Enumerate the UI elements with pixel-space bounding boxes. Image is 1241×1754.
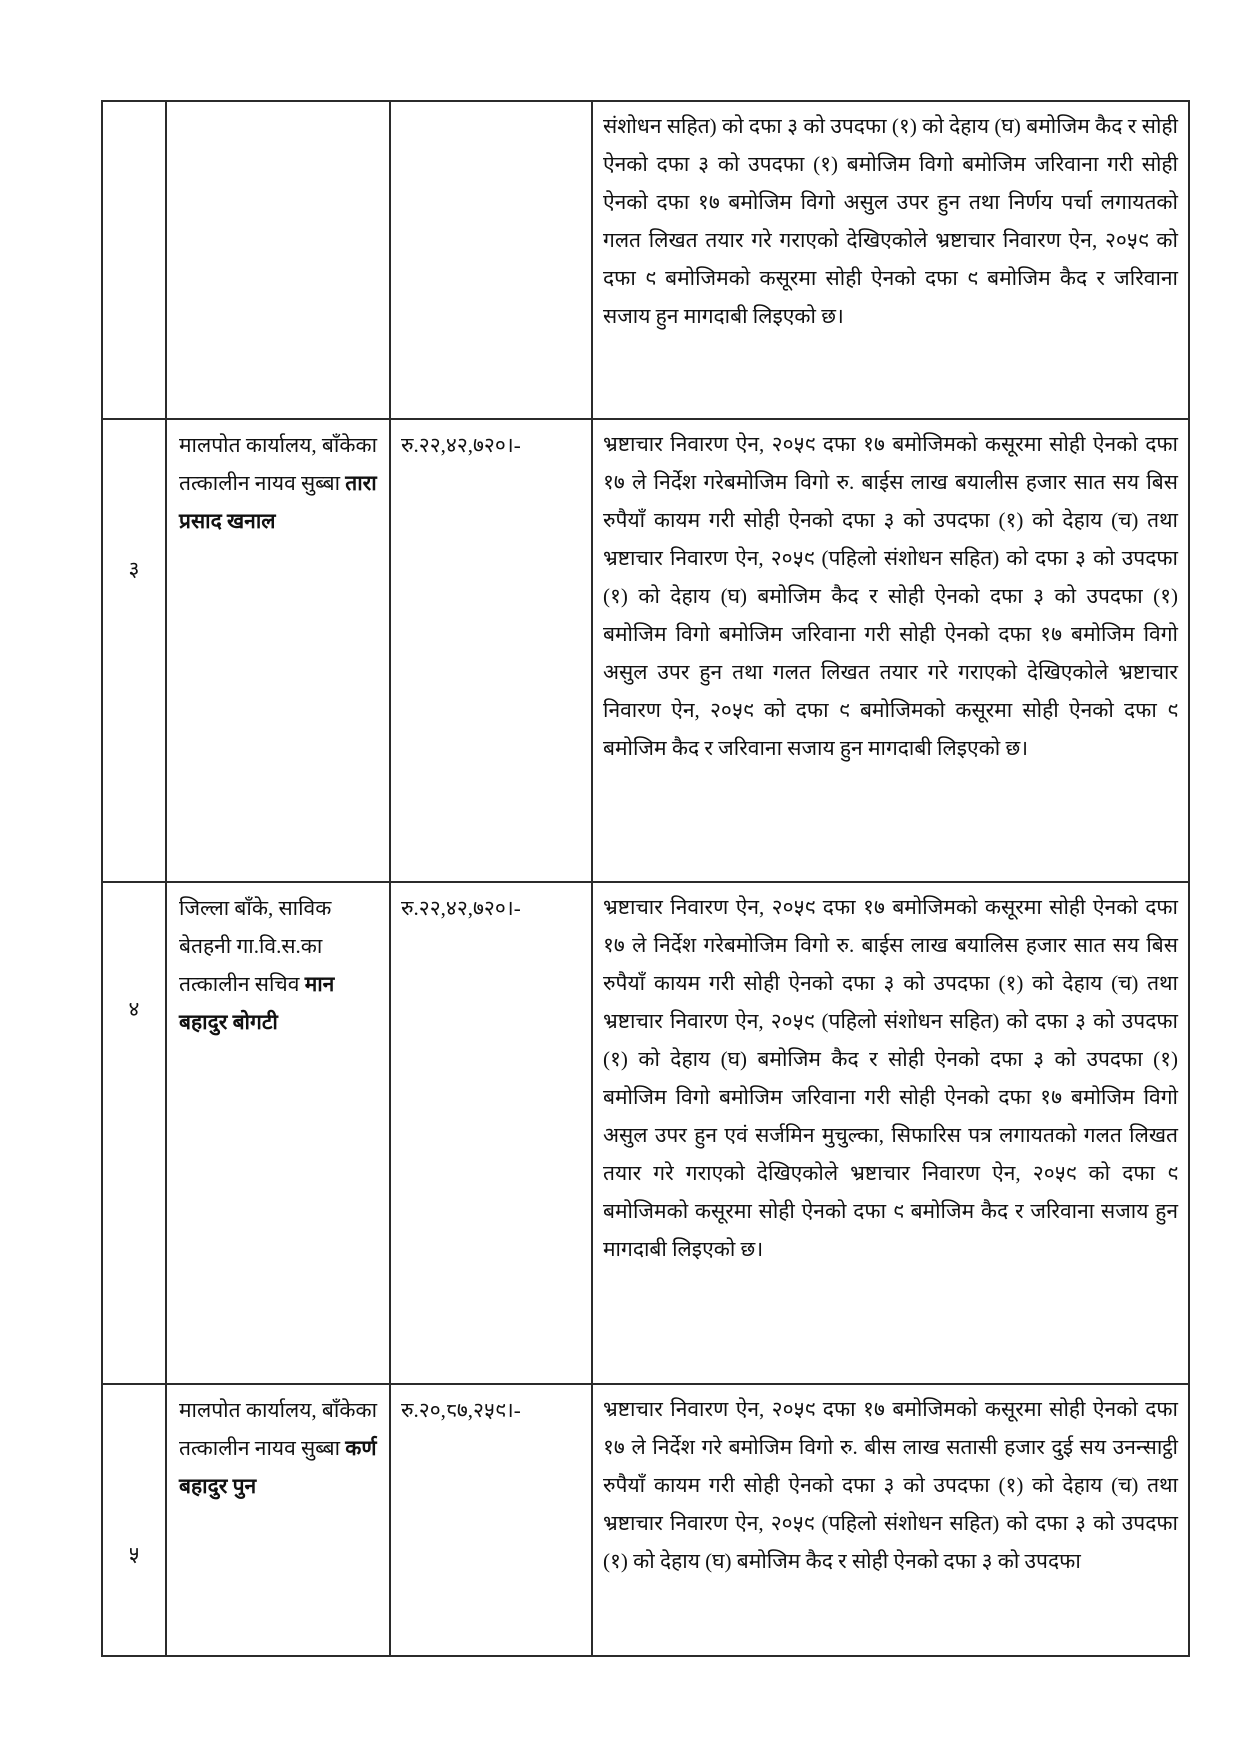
defendant-cell xyxy=(167,883,391,1383)
serial-number: ४ xyxy=(128,997,140,1021)
amount-value: रु.२२,४२,७२०।- xyxy=(401,433,521,457)
charge-description-cell xyxy=(593,883,1188,1383)
defendant-name: तारा प्रसाद खनाल xyxy=(179,471,377,533)
table-row xyxy=(103,883,1188,1385)
serial-number: ३ xyxy=(128,557,140,581)
amount-cell xyxy=(391,420,593,881)
table-row xyxy=(103,1385,1188,1655)
defendant-cell xyxy=(167,420,391,881)
table-row xyxy=(103,102,1188,420)
amount-value: रु.२२,४२,७२०।- xyxy=(401,896,521,920)
amount-value: रु.२०,८७,२५९।- xyxy=(401,1398,521,1422)
defendant-office: मालपोत कार्यालय, बाँकेका तत्कालीन नायव सुब्बा xyxy=(179,1398,378,1460)
charge-description-cell xyxy=(593,420,1188,881)
serial-cell xyxy=(103,883,167,1383)
charge-description: भ्रष्टाचार निवारण ऐन, २०५९ दफा १७ बमोजिमको कसूरमा सोही ऐनको दफा १७ ले निर्देश गरे बमोजिम विगो रु. बीस लाख सतासी हजार दुई सय उनन्साट्ठी रुपैयाँ कायम गरी सोही ऐनको दफा ३ को उपदफा (१) को देहाय (च) तथा भ्रष्टाचार निवारण ऐन, २०५९ (पहिलो संशोधन सहित) को दफा ३ को उपदफा (१) को देहाय (घ) बमोजिम कैद र सोही ऐनको दफा ३ को उपदफा xyxy=(603,1397,1178,1573)
defendant-office: जिल्ला बाँके, साविक बेतहनी गा.वि.स.का तत्कालीन सचिव xyxy=(179,896,332,996)
charge-description-cell xyxy=(593,1385,1188,1655)
charge-description-cell xyxy=(593,102,1188,418)
amount-cell xyxy=(391,1385,593,1655)
charge-description: भ्रष्टाचार निवारण ऐन, २०५९ दफा १७ बमोजिमको कसूरमा सोही ऐनको दफा १७ ले निर्देश गरेबमोजिम विगो रु. बाईस लाख बयालीस हजार सात सय बिस रुपैयाँ कायम गरी सोही ऐनको दफा ३ को उपदफा (१) को देहाय (च) तथा भ्रष्टाचार निवारण ऐन, २०५९ (पहिलो संशोधन सहित) को दफा ३ को उपदफा (१) को देहाय (घ) बमोजिम कैद र सोही ऐनको दफा ३ को उपदफा (१) बमोजिम विगो बमोजिम जरिवाना गरी सोही ऐनको दफा १७ बमोजिम विगो असुल उपर हुन तथा गलत लिखत तयार गरे गराएको देखिएकोले भ्रष्टाचार निवारण ऐन, २०५९ को दफा ९ बमोजिमको कसूरमा सोही ऐनको दफा ९ बमोजिम कैद र जरिवाना सजाय हुन मागदाबी लिइएको छ। xyxy=(603,432,1178,760)
defendant-cell xyxy=(167,1385,391,1655)
serial-cell xyxy=(103,1385,167,1655)
serial-cell xyxy=(103,102,167,418)
defendant-office: मालपोत कार्यालय, बाँकेका तत्कालीन नायव सुब्बा xyxy=(179,433,378,495)
charge-description: संशोधन सहित) को दफा ३ को उपदफा (१) को देहाय (घ) बमोजिम कैद र सोही ऐनको दफा ३ को उपदफा (१) बमोजिम विगो बमोजिम जरिवाना गरी सोही ऐनको दफा १७ बमोजिम विगो असुल उपर हुन तथा निर्णय पर्चा लगायतको गलत लिखत तयार गरे गराएको देखिएकोले भ्रष्टाचार निवारण ऐन, २०५९ को दफा ९ बमोजिमको कसूरमा सोही ऐनको दफा ९ बमोजिम कैद र जरिवाना सजाय हुन मागदाबी लिइएको छ। xyxy=(603,114,1178,328)
serial-cell xyxy=(103,420,167,881)
charges-table xyxy=(101,100,1190,1657)
amount-cell xyxy=(391,883,593,1383)
defendant-name: कर्ण बहादुर पुन xyxy=(179,1436,377,1498)
table-row xyxy=(103,420,1188,883)
amount-cell xyxy=(391,102,593,418)
serial-number: ५ xyxy=(128,1542,140,1566)
defendant-name: मान बहादुर बोगटी xyxy=(179,972,335,1034)
charge-description: भ्रष्टाचार निवारण ऐन, २०५९ दफा १७ बमोजिमको कसूरमा सोही ऐनको दफा १७ ले निर्देश गरेबमोजिम विगो रु. बाईस लाख बयालिस हजार सात सय बिस रुपैयाँ कायम गरी सोही ऐनको दफा ३ को उपदफा (१) को देहाय (च) तथा भ्रष्टाचार निवारण ऐन, २०५९ (पहिलो संशोधन सहित) को दफा ३ को उपदफा (१) को देहाय (घ) बमोजिम कैद र सोही ऐनको दफा ३ को उपदफा (१) बमोजिम विगो बमोजिम जरिवाना गरी सोही ऐनको दफा १७ बमोजिम विगो असुल उपर हुन एवं सर्जमिन मुचुल्का, सिफारिस पत्र लगायतको गलत लिखत तयार गरे गराएको देखिएकोले भ्रष्टाचार निवारण ऐन, २०५९ को दफा ९ बमोजिमको कसूरमा सोही ऐनको दफा ९ बमोजिम कैद र जरिवाना सजाय हुन मागदाबी लिइएको छ। xyxy=(603,895,1178,1261)
defendant-cell xyxy=(167,102,391,418)
